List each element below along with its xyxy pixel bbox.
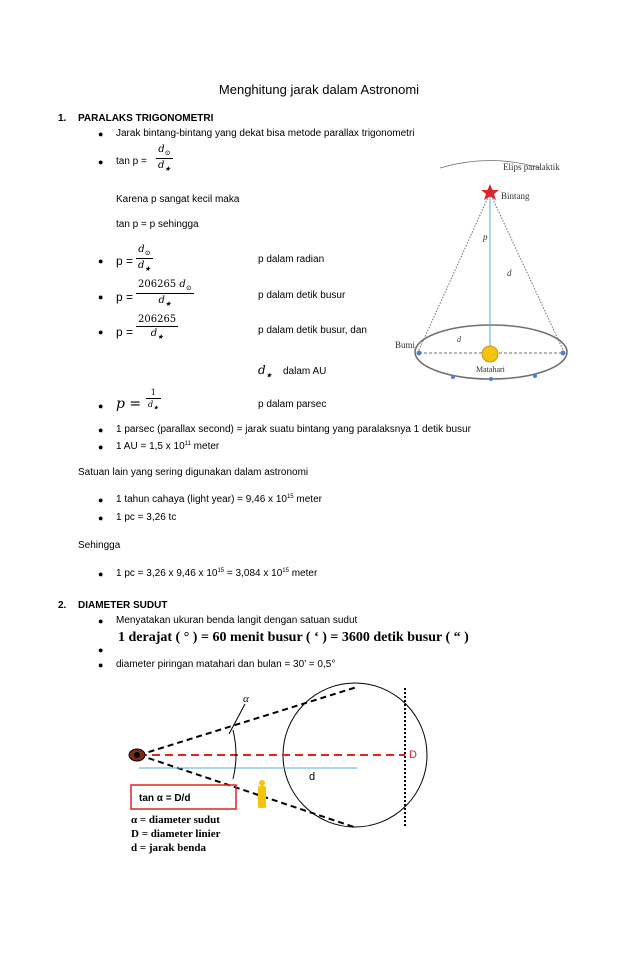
karena-text: Karena p sangat kecil maka: [116, 194, 240, 205]
sehingga-label: Sehingga: [78, 540, 121, 551]
parsec-lhs: p =: [116, 396, 142, 412]
section-2-heading: DIAMETER SUDUT: [78, 600, 168, 611]
p-equals: p =: [116, 290, 134, 304]
fraction-dsun-dstar: $\frac{d_⊙}{d_★}$: [158, 144, 171, 173]
bullet-icon: ●: [98, 645, 104, 655]
light-year-value: 1 tahun cahaya (light year) = 9,46 x $10^{15}$ meter: [116, 494, 322, 505]
bullet-icon: ●: [98, 157, 104, 167]
au-value: 1 AU = 1,5 x $10^{11}$ meter: [116, 441, 220, 452]
label-D: D: [409, 749, 417, 761]
earth-dot: [489, 377, 493, 381]
bullet-icon: ●: [98, 513, 104, 523]
person-head-icon: [259, 780, 265, 786]
fraction-au: $\frac{206265}{d_★}$: [138, 314, 177, 341]
parallax-bullet-1: Jarak bintang-bintang yang dekat bisa metode parallax trigonometri: [116, 128, 415, 139]
num-206265: 206265: [138, 314, 177, 325]
fraction-radian: $\frac{d_⊙}{d_★}$: [138, 244, 151, 273]
satuan-intro: Satuan lain yang sering digunakan dalam astronomi: [78, 467, 309, 478]
bullet-icon: ●: [98, 660, 104, 670]
fraction-parsec: $\frac{1}{d_★}$: [148, 388, 159, 412]
label-d-sun: d: [457, 335, 461, 344]
p-equals: p =: [116, 325, 134, 339]
bullet-icon: ●: [98, 292, 104, 302]
page-title: Menghitung jarak dalam Astronomi: [218, 82, 420, 97]
label-bintang: Bintang: [501, 191, 530, 201]
au-note-a: p dalam detik busur, dan: [258, 325, 367, 336]
dstar-symbol: $d_★$: [258, 363, 272, 380]
bullet-icon: ●: [98, 616, 104, 626]
fraction-detik: $\frac{206265 d_⊙}{d_★}$: [138, 279, 192, 308]
label-elips: Elips paralaktik: [503, 162, 560, 172]
legend-D: D = diameter linier: [131, 828, 221, 840]
diameter-bullet-1: Menyatakan ukuran benda langit dengan satuan sudut: [116, 615, 358, 626]
parsec-numerator: 1: [146, 388, 161, 399]
person-icon: [258, 786, 266, 808]
bullet-icon: ●: [98, 495, 104, 505]
diameter-bullet-3: diameter piringan matahari dan bulan = 30’ = 0,5°: [116, 659, 336, 670]
label-p: p: [483, 232, 488, 242]
earth-dot: [533, 374, 537, 378]
eye-pupil-icon: [134, 752, 140, 758]
pc-conversion: 1 pc = 3,26 x 9,46 x $10^{15} = 3,084$ x $10^{15}$ meter: [116, 568, 318, 579]
bullet-icon: ●: [98, 129, 104, 139]
bullet-icon: ●: [98, 425, 104, 435]
bullet-icon: ●: [98, 256, 104, 266]
au-note-b: dalam AU: [283, 366, 327, 377]
label-bumi: Bumi: [395, 340, 416, 350]
bullet-icon: ●: [98, 569, 104, 579]
bullet-icon: ●: [98, 442, 104, 452]
parallax-diagram: [395, 148, 595, 388]
label-alpha: α: [243, 693, 249, 705]
p-equals: p =: [116, 254, 134, 268]
num-206265: 206265: [138, 279, 177, 290]
section-1-heading: PARALAKS TRIGONOMETRI: [78, 113, 214, 124]
earth-dot: [451, 375, 455, 379]
parsec-definition: 1 parsec (parallax second) = jarak suatu bintang yang paralaksnya 1 detik busur: [116, 424, 471, 435]
bullet-icon: ●: [98, 401, 104, 411]
tan-p-lhs: tan p =: [116, 156, 147, 167]
legend-alpha: α = diameter sudut: [131, 814, 220, 826]
cone-left-line: [419, 193, 490, 350]
label-matahari: Matahari: [476, 365, 505, 374]
pc-value: 1 pc = 3,26 tc: [116, 512, 177, 523]
radian-note: p dalam radian: [258, 254, 325, 265]
bullet-icon: ●: [98, 327, 104, 337]
parsec-note: p dalam parsec: [258, 399, 327, 410]
degree-conversion: 1 derajat ( ° ) = 60 menit busur ( ‘ ) = 3600 detik busur ( “ ): [118, 630, 469, 645]
earth-dot: [417, 351, 422, 356]
detik-note: p dalam detik busur: [258, 290, 346, 301]
formula-text: tan α = D/d: [139, 793, 191, 804]
sun-icon: [482, 346, 498, 362]
cone-right-line: [490, 193, 563, 350]
section-1-number: 1.: [58, 113, 67, 124]
earth-dot: [561, 351, 566, 356]
section-2-number: 2.: [58, 600, 67, 611]
legend-d: d = jarak benda: [131, 842, 207, 854]
tan-p-equals-p: tan p = p sehingga: [116, 219, 199, 230]
alpha-pointer: [229, 704, 245, 734]
label-d-star: d: [507, 268, 512, 278]
label-d: d: [309, 771, 316, 783]
